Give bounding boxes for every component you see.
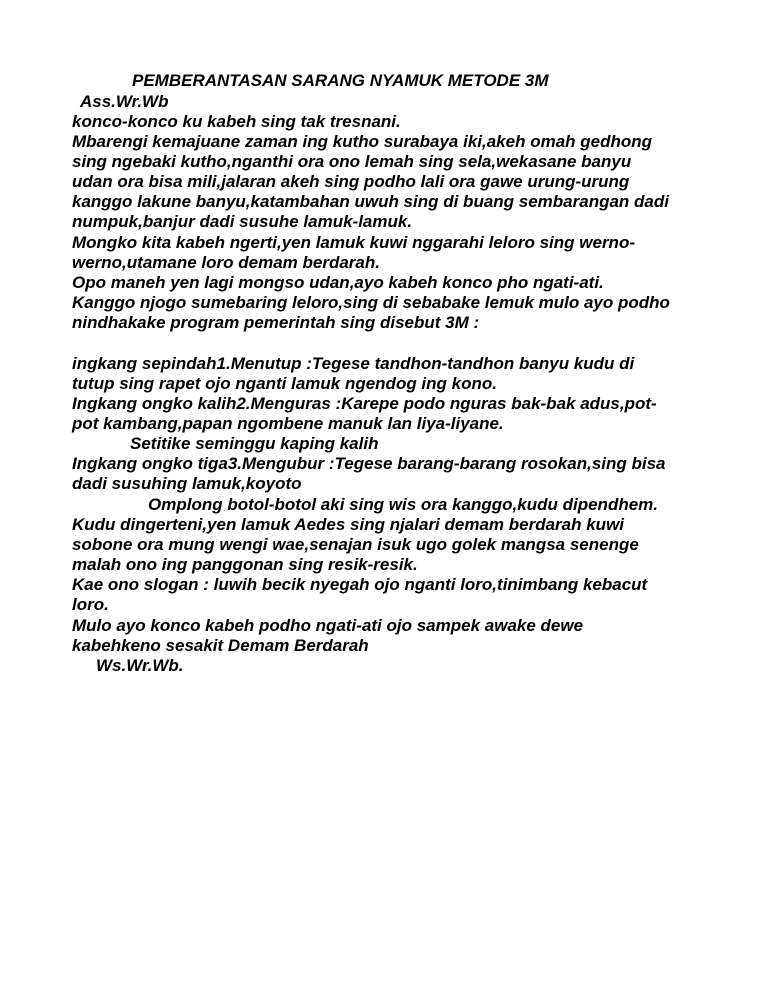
- text-line: Kae ono slogan : luwih becik nyegah ojo nganti loro,tinimbang kebacut: [72, 575, 648, 594]
- closing-greeting: Ws.Wr.Wb.: [96, 656, 184, 675]
- text-line: ingkang sepindah1.Menutup :Tegese tandhon-tandhon banyu kudu di: [72, 354, 635, 373]
- text-line: sing ngebaki kutho,nganthi ora ono lemah sing sela,wekasane banyu: [72, 152, 632, 171]
- text-line: malah ono ing panggonan sing resik-resik.: [72, 555, 418, 574]
- text-line: Setitike seminggu kaping kalih: [130, 434, 379, 453]
- text-line: tutup sing rapet ojo nganti lamuk ngendog ing kono.: [72, 374, 497, 393]
- text-line: Mbarengi kemajuane zaman ing kutho surabaya iki,akeh omah gedhong: [72, 132, 653, 151]
- opening-greeting: Ass.Wr.Wb: [80, 92, 169, 111]
- text-line: Kanggo njogo sumebaring leloro,sing di sebabake lemuk mulo ayo podho: [72, 293, 670, 312]
- text-line: kanggo lakune banyu,katambahan uwuh sing di buang sembarangan dadi: [72, 192, 669, 211]
- text-line: werno,utamane loro demam berdarah.: [72, 253, 380, 272]
- text-line: udan ora bisa mili,jalaran akeh sing podho lali ora gawe urung-urung: [72, 172, 630, 191]
- text-line: dadi susuhing lamuk,koyoto: [72, 474, 302, 493]
- text-line: Opo maneh yen lagi mongso udan,ayo kabeh konco pho ngati-ati.: [72, 273, 604, 292]
- text-line: numpuk,banjur dadi susuhe lamuk-lamuk.: [72, 212, 413, 231]
- text-line: loro.: [72, 595, 109, 614]
- text-line: konco-konco ku kabeh sing tak tresnani.: [72, 112, 401, 131]
- text-line: kabehkeno sesakit Demam Berdarah: [72, 636, 369, 655]
- text-line: sobone ora mung wengi wae,senajan isuk ugo golek mangsa senenge: [72, 535, 639, 554]
- text-line: Ingkang ongko tiga3.Mengubur :Tegese barang-barang rosokan,sing bisa: [72, 454, 666, 473]
- text-line: Mulo ayo konco kabeh podho ngati-ati ojo sampek awake dewe: [72, 616, 584, 635]
- text-line: Omplong botol-botol aki sing wis ora kanggo,kudu dipendhem.: [148, 495, 658, 514]
- text-line: Ingkang ongko kalih2.Menguras :Karepe podo nguras bak-bak adus,pot-: [72, 394, 657, 413]
- text-line: nindhakake program pemerintah sing disebut 3M :: [72, 313, 480, 332]
- text-line: Mongko kita kabeh ngerti,yen lamuk kuwi nggarahi leloro sing werno-: [72, 233, 635, 252]
- text-line: Kudu dingerteni,yen lamuk Aedes sing njalari demam berdarah kuwi: [72, 515, 625, 534]
- document-title: PEMBERANTASAN SARANG NYAMUK METODE 3M: [132, 71, 549, 90]
- text-line: pot kambang,papan ngombene manuk lan liya-liyane.: [72, 414, 504, 433]
